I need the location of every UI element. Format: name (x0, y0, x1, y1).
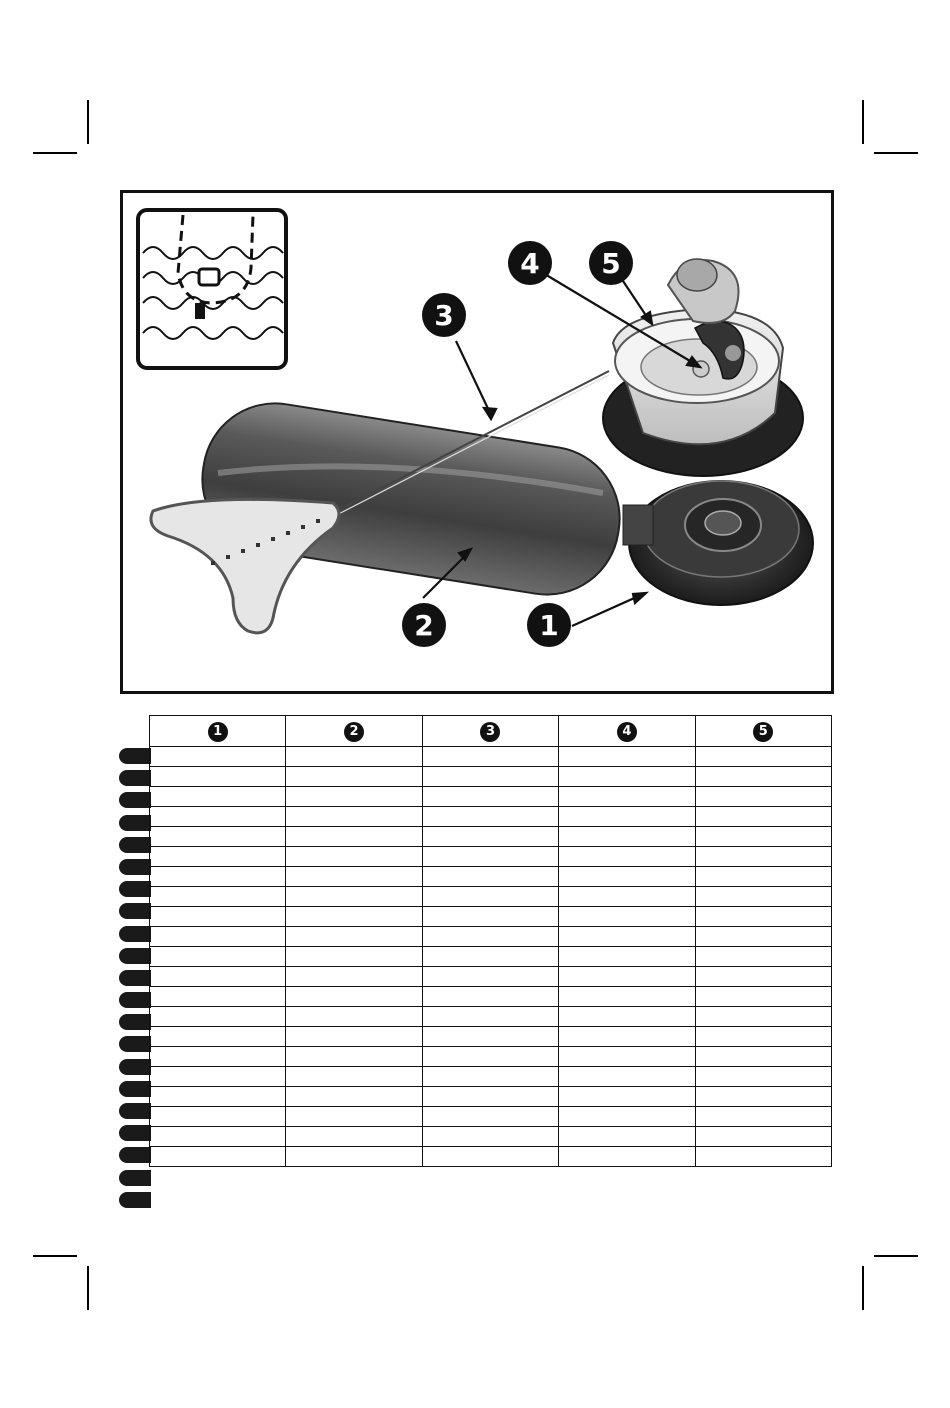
table-cell (559, 1147, 695, 1167)
table-cell (286, 1087, 422, 1107)
crop-mark-bottom-left-h (33, 1255, 77, 1257)
water-swimmer-icon (138, 210, 286, 368)
table-cell (695, 987, 831, 1007)
table-cell (422, 747, 558, 767)
table-row (150, 1027, 832, 1047)
table-row (150, 927, 832, 947)
language-tab (119, 926, 151, 942)
crop-mark-bottom-right-v (862, 1266, 864, 1310)
table-row (150, 1127, 832, 1147)
header-col-4 (559, 716, 695, 747)
language-tab (119, 1103, 151, 1119)
language-tab (119, 903, 151, 919)
table-row (150, 1087, 832, 1107)
table-cell (422, 1027, 558, 1047)
table-cell (695, 1027, 831, 1047)
table-row (150, 1007, 832, 1027)
table-row (150, 1107, 832, 1127)
table-cell (286, 807, 422, 827)
table-cell (286, 1107, 422, 1127)
product-drawing (123, 193, 831, 691)
number-badge: 2 (344, 722, 364, 742)
table-cell (422, 927, 558, 947)
base-disc (623, 481, 813, 605)
table-cell (286, 987, 422, 1007)
table-row (150, 767, 832, 787)
table-cell (695, 1127, 831, 1147)
table-cell (422, 947, 558, 967)
language-tab (119, 748, 151, 764)
language-tab (119, 815, 151, 831)
callout-2 (402, 603, 446, 647)
table-row (150, 887, 832, 907)
callout-4 (508, 241, 552, 285)
table-cell (422, 847, 558, 867)
table-row (150, 827, 832, 847)
number-badge: 1 (208, 722, 228, 742)
table-cell (559, 887, 695, 907)
table-row (150, 747, 832, 767)
table-cell (422, 1047, 558, 1067)
table-cell (695, 1047, 831, 1067)
table-cell (286, 747, 422, 767)
language-tab (119, 1170, 151, 1186)
language-tab (119, 837, 151, 853)
table-cell (286, 927, 422, 947)
table-row (150, 1047, 832, 1067)
table-cell (422, 1067, 558, 1087)
table-cell (559, 847, 695, 867)
table-cell (559, 827, 695, 847)
table-cell (422, 1147, 558, 1167)
table-cell (695, 807, 831, 827)
table-cell (559, 867, 695, 887)
table-cell (150, 887, 286, 907)
table-cell (422, 827, 558, 847)
language-tab (119, 1081, 151, 1097)
table-cell (695, 1147, 831, 1167)
table-cell (559, 1127, 695, 1147)
table-cell (695, 787, 831, 807)
table-cell (559, 807, 695, 827)
language-tab (119, 792, 151, 808)
table-cell (559, 1087, 695, 1107)
header-col-2 (286, 716, 422, 747)
header-col-1 (150, 716, 286, 747)
table-cell (286, 1067, 422, 1087)
table-cell (695, 767, 831, 787)
table-cell (422, 1087, 558, 1107)
number-badge: 5 (753, 722, 773, 742)
table-cell (286, 767, 422, 787)
table-row (150, 807, 832, 827)
number-badge: 3 (480, 722, 500, 742)
table-cell (286, 907, 422, 927)
language-tab (119, 881, 151, 897)
table-cell (422, 907, 558, 927)
table-cell (150, 947, 286, 967)
table-cell (559, 787, 695, 807)
table-cell (695, 907, 831, 927)
table-cell (559, 907, 695, 927)
svg-text:4: 4 (520, 247, 540, 280)
table-cell (150, 907, 286, 927)
table-cell (150, 807, 286, 827)
table-cell (695, 747, 831, 767)
table-cell (695, 1107, 831, 1127)
table-cell (150, 987, 286, 1007)
table-cell (695, 947, 831, 967)
table-cell (286, 1047, 422, 1067)
table-cell (286, 1147, 422, 1167)
table-cell (286, 947, 422, 967)
table-cell (559, 747, 695, 767)
table-cell (559, 767, 695, 787)
head-unit (603, 259, 803, 476)
table-cell (559, 1007, 695, 1027)
crop-mark-bottom-left-v (87, 1266, 89, 1310)
table-row (150, 967, 832, 987)
table-cell (559, 987, 695, 1007)
table-cell (559, 1107, 695, 1127)
svg-text:1: 1 (539, 609, 559, 642)
table-row (150, 1067, 832, 1087)
table-cell (422, 967, 558, 987)
table-cell (150, 967, 286, 987)
table-cell (150, 1047, 286, 1067)
table-cell (150, 1127, 286, 1147)
table-cell (286, 1007, 422, 1027)
table-cell (695, 867, 831, 887)
table-row (150, 867, 832, 887)
callout-1 (527, 603, 571, 647)
table-cell (422, 987, 558, 1007)
table-cell (286, 847, 422, 867)
language-tab (119, 970, 151, 986)
crop-mark-top-left-h (33, 152, 77, 154)
table-cell (695, 887, 831, 907)
language-tab (119, 1147, 151, 1163)
table-header-row (150, 716, 832, 747)
table-cell (286, 967, 422, 987)
header-col-3 (422, 716, 558, 747)
table-cell (150, 827, 286, 847)
language-tabs (119, 748, 151, 1214)
table-row (150, 1147, 832, 1167)
table-cell (286, 867, 422, 887)
header-col-5 (695, 716, 831, 747)
language-tab (119, 770, 151, 786)
table-cell (150, 847, 286, 867)
table-cell (695, 1087, 831, 1107)
svg-text:3: 3 (434, 299, 454, 332)
table-cell (286, 1027, 422, 1047)
table-row (150, 987, 832, 1007)
table-cell (422, 887, 558, 907)
language-tab (119, 948, 151, 964)
table-cell (559, 967, 695, 987)
table-row (150, 787, 832, 807)
table-row (150, 847, 832, 867)
table-cell (286, 787, 422, 807)
table-cell (150, 1087, 286, 1107)
table-cell (422, 767, 558, 787)
table-cell (150, 867, 286, 887)
language-tab (119, 992, 151, 1008)
table-cell (286, 1127, 422, 1147)
table-cell (150, 787, 286, 807)
svg-text:2: 2 (414, 609, 434, 642)
table-cell (150, 1007, 286, 1027)
language-tab (119, 1059, 151, 1075)
table-cell (422, 1007, 558, 1027)
table-row (150, 947, 832, 967)
crop-mark-bottom-right-h (874, 1255, 918, 1257)
table-cell (695, 827, 831, 847)
language-tab (119, 859, 151, 875)
number-badge: 4 (617, 722, 637, 742)
table-cell (695, 927, 831, 947)
callout-5 (589, 241, 633, 285)
language-tab (119, 1192, 151, 1208)
table-cell (422, 1127, 558, 1147)
table-cell (286, 887, 422, 907)
table-cell (695, 967, 831, 987)
table-cell (559, 947, 695, 967)
crop-mark-top-right-v (862, 100, 864, 144)
table-cell (150, 767, 286, 787)
table-cell (559, 1047, 695, 1067)
svg-text:5: 5 (601, 247, 621, 280)
table-cell (150, 1067, 286, 1087)
table-cell (559, 927, 695, 947)
product-illustration (120, 190, 834, 694)
language-tab (119, 1125, 151, 1141)
language-tab (119, 1014, 151, 1030)
table-row (150, 907, 832, 927)
table-cell (422, 787, 558, 807)
table-cell (150, 747, 286, 767)
parts-table (149, 715, 832, 1167)
language-tab (119, 1036, 151, 1052)
table-cell (559, 1027, 695, 1047)
crop-mark-top-right-h (874, 152, 918, 154)
table-cell (150, 927, 286, 947)
table-cell (286, 827, 422, 847)
table-cell (695, 1007, 831, 1027)
table-cell (422, 1107, 558, 1127)
callout-3 (422, 293, 466, 337)
table-cell (422, 807, 558, 827)
table-cell (150, 1027, 286, 1047)
table-cell (695, 847, 831, 867)
table-cell (422, 867, 558, 887)
table-cell (150, 1147, 286, 1167)
table-cell (150, 1107, 286, 1127)
pull-handle (151, 499, 339, 632)
table-cell (695, 1067, 831, 1087)
crop-mark-top-left-v (87, 100, 89, 144)
table-cell (559, 1067, 695, 1087)
